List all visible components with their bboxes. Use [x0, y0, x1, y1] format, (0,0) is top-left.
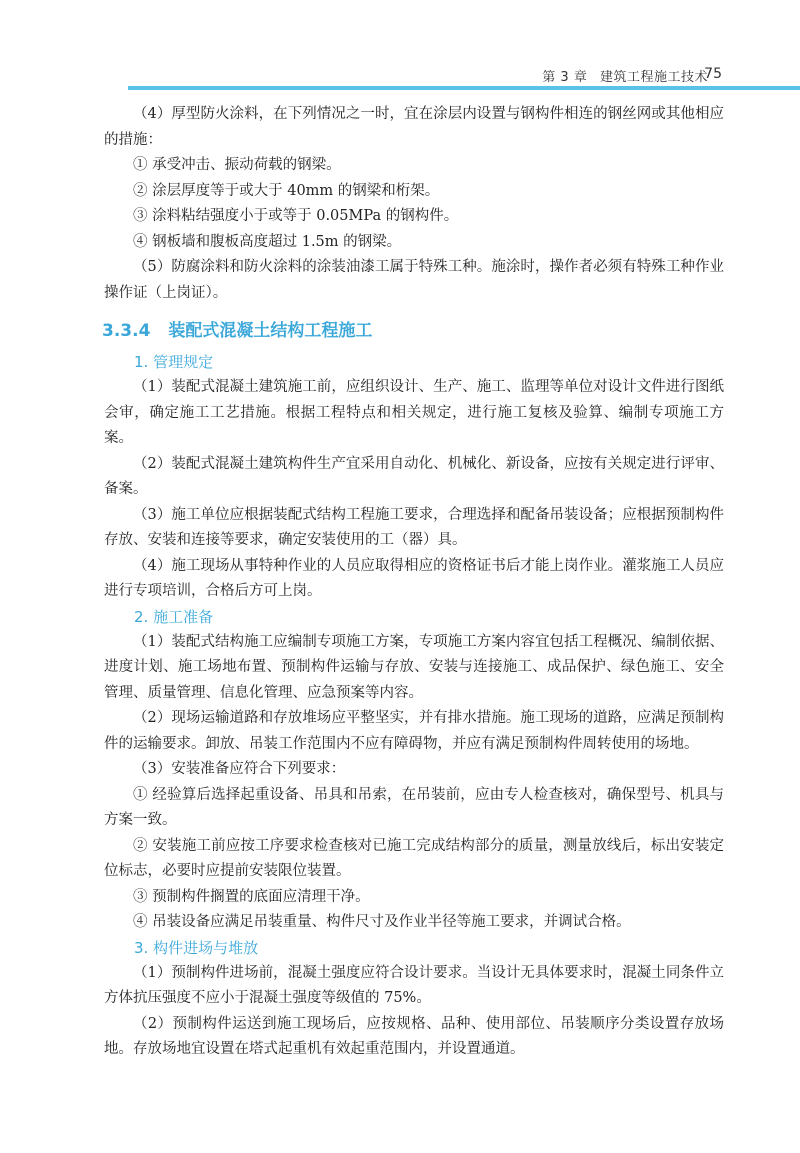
list-item: ① 经验算后选择起重设备、吊具和吊索，在吊装前，应由专人检查核对，确保型号、机具与方案一致。: [104, 786, 724, 828]
list-item: ② 安装施工前应按工序要求检查核对已施工完成结构部分的质量，测量放线后，标出安装定位标志，必要时应提前安装限位装置。: [104, 837, 724, 879]
subsection-heading: 2. 施工准备: [134, 607, 214, 626]
header-rule: [128, 86, 800, 90]
list-item: ④ 吊装设备应满足吊装重量、构件尺寸及作业半径等施工要求，并调试合格。: [133, 914, 631, 930]
chapter-label: 第 3 章: [542, 70, 588, 85]
paragraph: （5）防腐涂料和防火涂料的涂装油漆工属于特殊工种。施涂时，操作者必须有特殊工种作业操作证（上岗证）。: [104, 259, 724, 301]
list-item: ① 承受冲击、振动荷载的钢梁。: [133, 157, 341, 173]
section-title: 装配式混凝土结构工程施工: [168, 321, 373, 341]
list-item: ② 涂层厚度等于或大于 40mm 的钢梁和桁架。: [133, 182, 440, 199]
paragraph: （1）装配式混凝土建筑施工前，应组织设计、生产、施工、监理等单位对设计文件进行图纸会审，确定施工工艺措施。根据工程特点和相关规定，进行施工复核及验算、编制专项施工方案。: [104, 379, 724, 446]
section-number: 3.3.4: [102, 321, 151, 341]
paragraph: （1）装配式结构施工应编制专项施工方案，专项施工方案内容宜包括工程概况、编制依据、进度计划、施工场地布置、预制构件运输与存放、安装与连接施工、成品保护、绿色施工、安全管理、质量管理、信息化管理、应急预案等内容。: [104, 633, 724, 701]
page-number: 75: [704, 66, 722, 82]
paragraph: （2）现场运输道路和存放堆场应平整坚实，并有排水措施。施工现场的道路，应满足预制构件的运输要求。卸放、吊装工作范围内不应有障碍物，并应有满足预制构件周转使用的场地。: [104, 710, 724, 752]
section-heading: [102, 318, 724, 344]
paragraph: （4）施工现场从事特种作业的人员应取得相应的资格证书后才能上岗作业。灌浆施工人员应进行专项培训，合格后方可上岗。: [104, 557, 724, 599]
subsection-heading: 1. 管理规定: [134, 353, 214, 371]
running-head: [534, 66, 708, 85]
page-body: [104, 102, 724, 1063]
chapter-title: 建筑工程施工技术: [599, 70, 708, 85]
page-header: [0, 58, 800, 88]
paragraph: （4）厚型防火涂料，在下列情况之一时，宜在涂层内设置与钢构件相连的钢丝网或其他相应的措施：: [104, 106, 724, 148]
paragraph: （1）预制构件进场前，混凝土强度应符合设计要求。当设计无具体要求时，混凝土同条件立方体抗压强度不应小于混凝土强度等级值的 75%。: [104, 964, 724, 1006]
paragraph: （3）安装准备应符合下列要求：: [133, 761, 346, 777]
list-item: ③ 涂料粘结强度小于或等于 0.05MPa 的钢构件。: [133, 208, 459, 224]
subsection-heading: 3. 构件进场与堆放: [134, 938, 259, 957]
paragraph: （2）装配式混凝土建筑构件生产宜采用自动化、机械化、新设备，应按有关规定进行评审、备案。: [104, 455, 724, 497]
paragraph: （2）预制构件运送到施工现场后，应按规格、品种、使用部位、吊装顺序分类设置存放场地。存放场地宜设置在塔式起重机有效起重范围内，并设置通道。: [104, 1015, 724, 1057]
list-item: ③ 预制构件搁置的底面应清理干净。: [133, 888, 370, 905]
list-item: ④ 钢板墙和腹板高度超过 1.5m 的钢梁。: [133, 233, 402, 250]
paragraph: （3）施工单位应根据装配式结构工程施工要求，合理选择和配备吊装设备；应根据预制构件存放、安装和连接等要求，确定安装使用的工（器）具。: [104, 506, 724, 548]
